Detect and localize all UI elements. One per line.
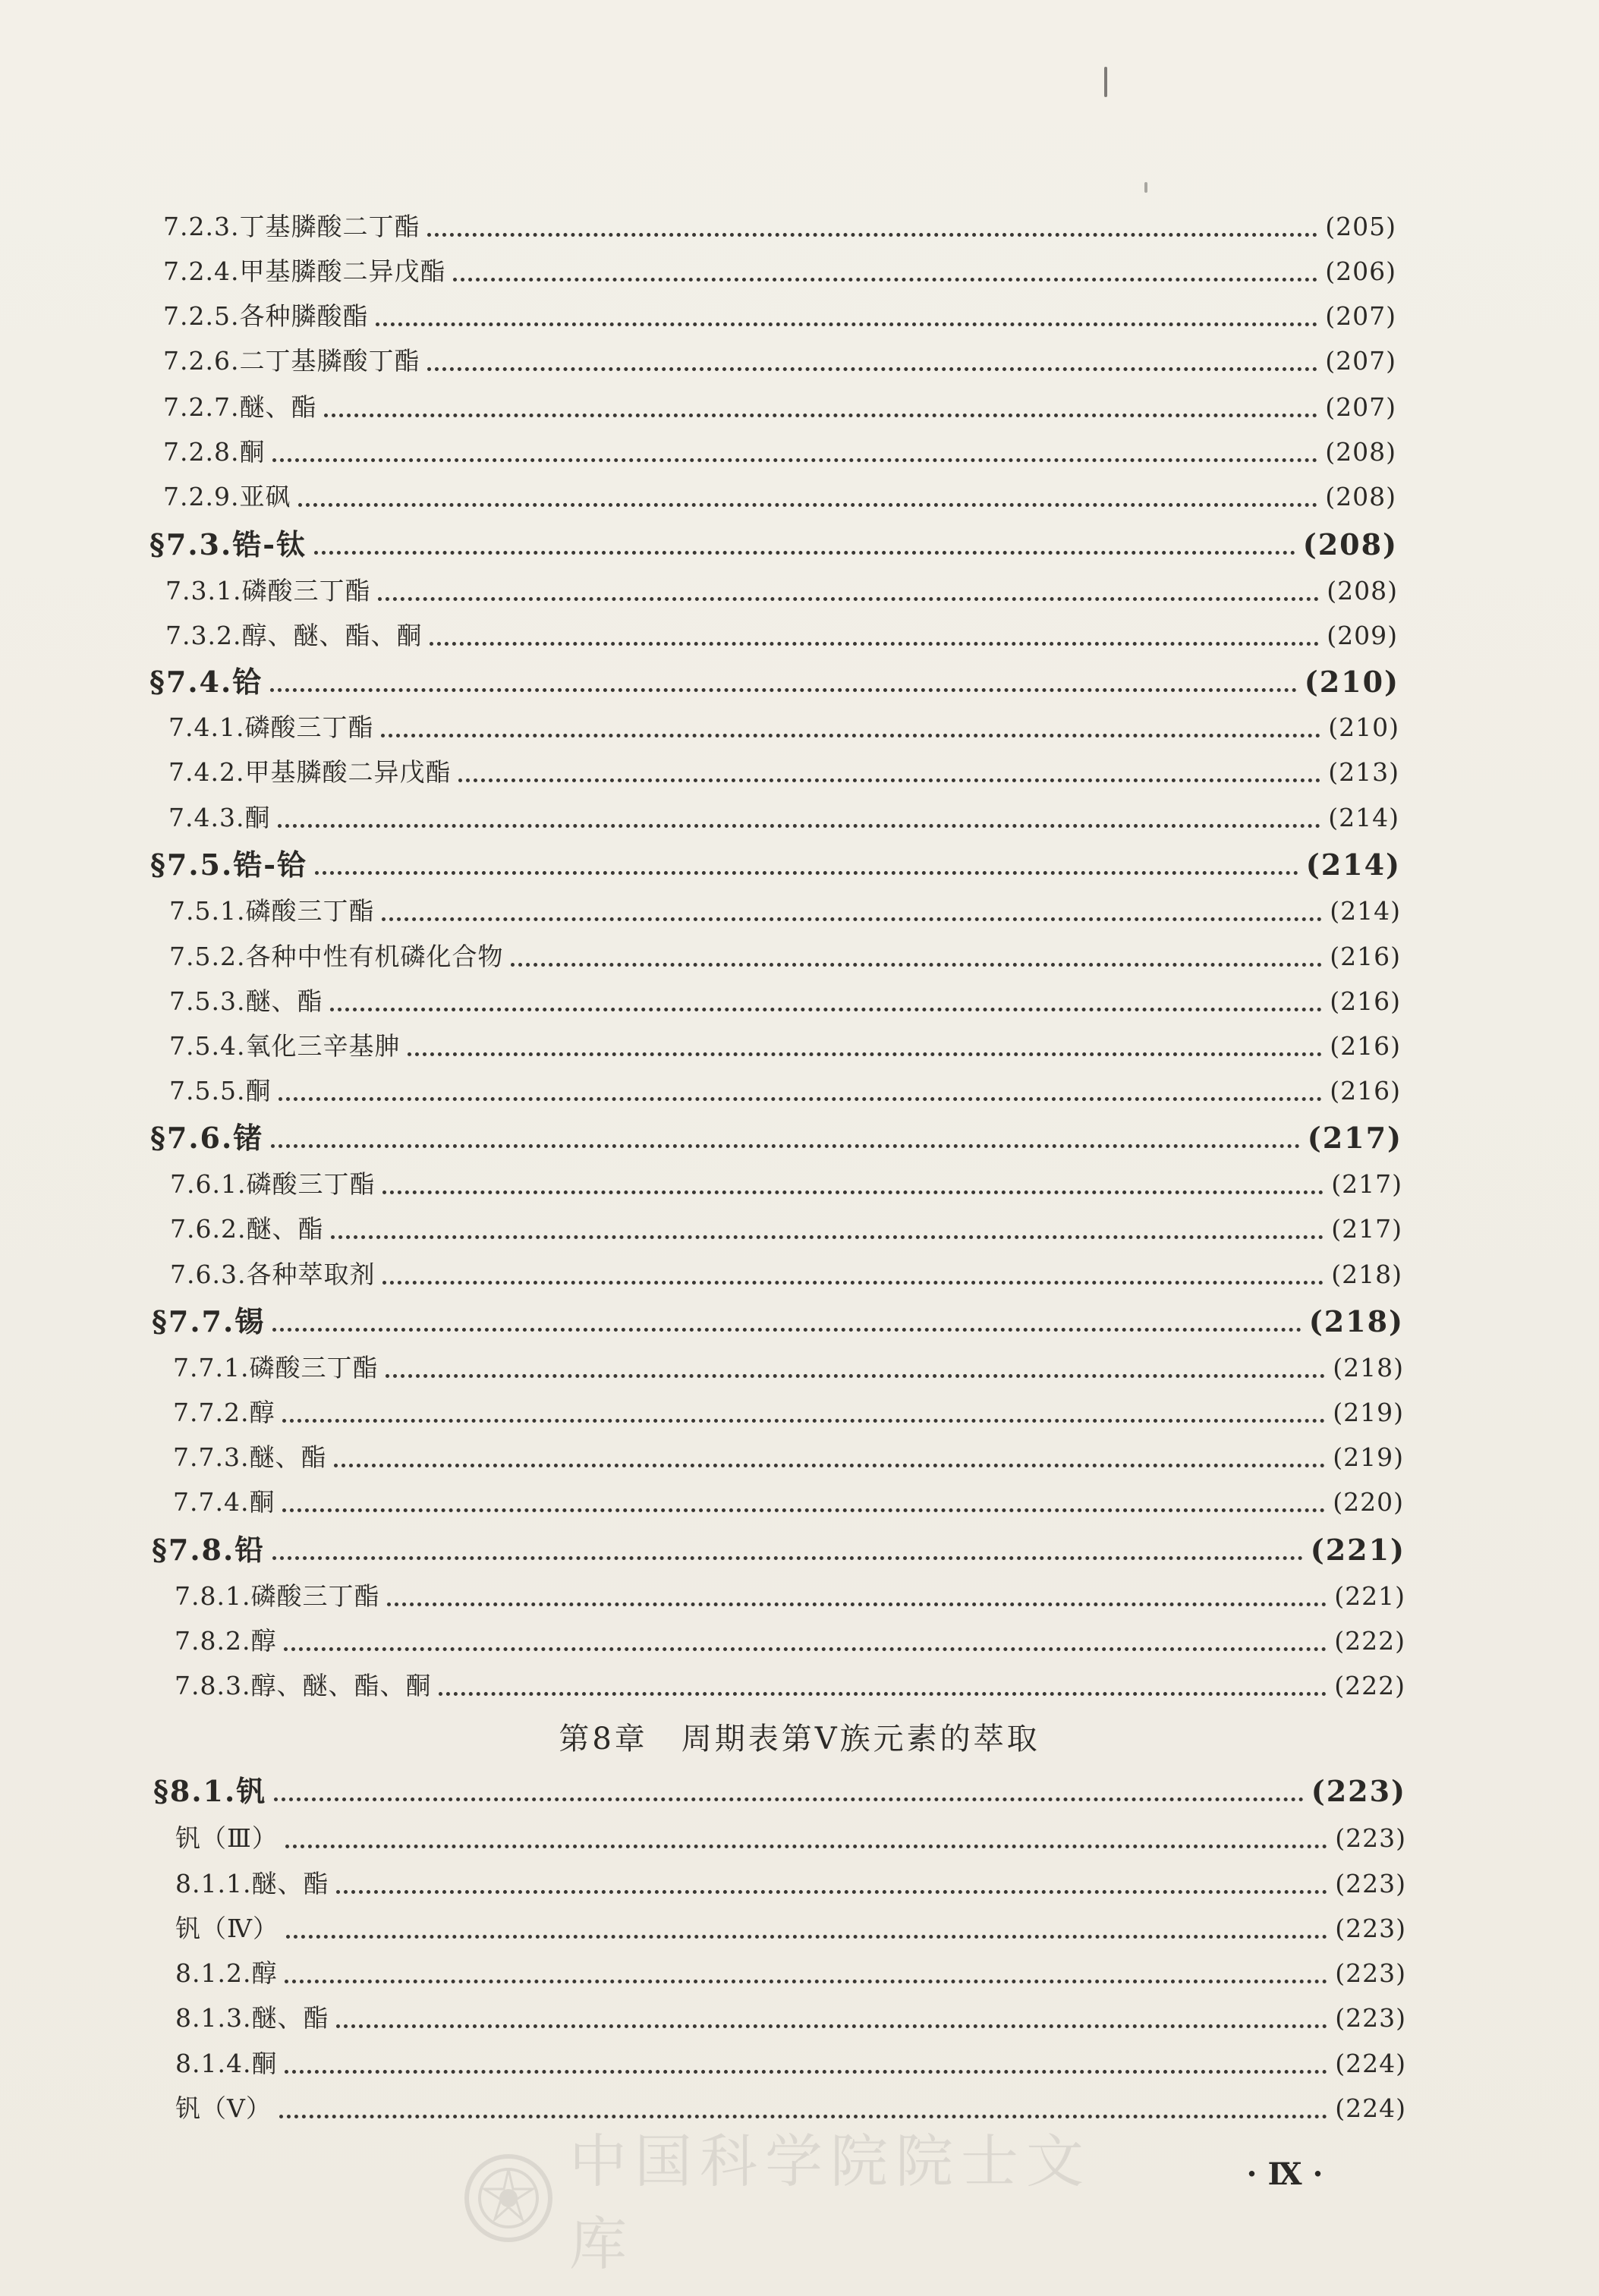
toc-entry: [163, 207, 1396, 247]
entry-page: (217): [1331, 1169, 1402, 1199]
scan-mark: [1144, 182, 1147, 193]
entry-page: (223): [1335, 1823, 1406, 1853]
toc-entry: [163, 432, 1396, 472]
dot-leader: [453, 278, 1317, 281]
entry-label: 7.2.8.酮: [163, 437, 266, 467]
toc-section: [152, 1302, 1404, 1341]
section-page: (214): [1305, 848, 1401, 882]
entry-page: (209): [1327, 621, 1398, 650]
entry-page: (224): [1335, 2049, 1406, 2078]
dot-leader: [270, 688, 1297, 692]
dot-leader: [382, 1190, 1324, 1194]
section-label: §7.7.锡: [152, 1304, 266, 1338]
entry-page: (218): [1331, 1260, 1402, 1289]
toc-entry: [175, 1819, 1406, 1858]
toc-entry: [170, 1255, 1402, 1294]
section-label: §7.4.铪: [150, 665, 263, 699]
toc-section: [150, 845, 1401, 885]
entry-page: (218): [1333, 1353, 1404, 1382]
toc-entry: [165, 571, 1398, 611]
dot-leader: [284, 1647, 1327, 1651]
entry-page: (213): [1328, 757, 1399, 787]
entry-label: 7.2.5.各种膦酸酯: [163, 301, 369, 331]
dot-leader: [271, 1144, 1300, 1148]
toc-entry: [163, 341, 1396, 381]
entry-label: 钒（Ⅲ）: [175, 1823, 278, 1853]
entry-label: 7.2.4.甲基膦酸二异戊酯: [163, 256, 446, 286]
dot-leader: [279, 1097, 1322, 1101]
entry-label: 钒（Ⅳ）: [175, 1914, 279, 1943]
entry-label: 7.5.2.各种中性有机磷化合物: [169, 942, 504, 971]
toc-entry: [170, 1209, 1402, 1249]
dot-leader: [408, 1052, 1322, 1056]
toc-entry: [163, 297, 1396, 336]
section-page: (210): [1304, 665, 1399, 699]
entry-label: 7.5.3.醚、酯: [169, 986, 323, 1016]
toc-section: [150, 1118, 1402, 1158]
toc-section: [150, 525, 1398, 565]
entry-label: 7.5.1.磷酸三丁酯: [169, 896, 375, 926]
entry-label: 7.2.9.亚砜: [163, 482, 291, 511]
entry-page: (223): [1335, 1914, 1406, 1943]
dot-leader: [298, 503, 1317, 507]
toc-entry: [169, 937, 1401, 977]
entry-label: 7.2.6.二丁基膦酸丁酯: [163, 346, 420, 376]
dot-leader: [274, 1797, 1304, 1801]
entry-page: (216): [1330, 1031, 1401, 1061]
dot-leader: [278, 824, 1320, 828]
toc-entry: [175, 1666, 1405, 1706]
entry-label: 7.8.1.磷酸三丁酯: [175, 1581, 380, 1611]
toc-entry: [165, 616, 1398, 656]
entry-label: 7.8.2.醇: [175, 1626, 277, 1656]
dot-leader: [285, 1845, 1327, 1848]
toc-entry: [163, 252, 1396, 291]
dot-leader: [282, 1508, 1325, 1512]
entry-label: 7.6.3.各种萃取剂: [170, 1260, 376, 1289]
toc-entry: [175, 2044, 1406, 2084]
dot-leader: [315, 871, 1298, 875]
entry-page: (222): [1334, 1626, 1405, 1656]
toc-entry: [173, 1348, 1404, 1388]
entry-label: 8.1.1.醚、酯: [175, 1869, 329, 1898]
entry-page: (216): [1330, 986, 1401, 1016]
dot-leader: [286, 1935, 1327, 1939]
entry-label: 钒（Ⅴ）: [175, 2093, 272, 2123]
dot-leader: [336, 2024, 1327, 2028]
entry-page: (223): [1335, 2003, 1406, 2033]
dot-leader: [386, 1374, 1325, 1378]
entry-label: 8.1.4.酮: [175, 2049, 278, 2078]
entry-page: (219): [1333, 1442, 1404, 1472]
entry-label: 7.6.1.磷酸三丁酯: [170, 1169, 376, 1199]
toc-entry: [175, 1621, 1405, 1661]
section-label: §8.1.钒: [153, 1774, 267, 1808]
dot-leader: [439, 1692, 1327, 1696]
entry-label: 7.7.4.酮: [173, 1487, 275, 1517]
toc-entry: [168, 708, 1399, 747]
dot-leader: [382, 1281, 1324, 1285]
toc-entry: [163, 388, 1396, 427]
entry-page: (214): [1330, 896, 1401, 926]
entry-label: 7.7.2.醇: [173, 1398, 275, 1427]
toc-entry: [175, 1954, 1406, 1993]
entry-page: (223): [1335, 1958, 1406, 1988]
toc-entry: [168, 798, 1399, 838]
toc-entry: [173, 1393, 1404, 1433]
toc-entry: [170, 1165, 1402, 1204]
dot-leader: [314, 551, 1295, 555]
entry-label: 7.2.7.醚、酯: [163, 392, 317, 422]
section-page: (223): [1311, 1774, 1406, 1808]
entry-page: (224): [1335, 2093, 1406, 2123]
entry-label: 7.2.3.丁基膦酸二丁酯: [163, 212, 420, 241]
entry-page: (223): [1335, 1869, 1406, 1898]
dot-leader: [336, 1890, 1327, 1894]
toc-entry: [163, 477, 1396, 517]
dot-leader: [378, 597, 1319, 601]
entry-page: (217): [1331, 1214, 1402, 1244]
entry-label: 8.1.2.醇: [175, 1958, 278, 1988]
entry-page: (207): [1325, 392, 1396, 422]
toc-entry: [175, 1909, 1406, 1948]
dot-leader: [331, 1235, 1324, 1239]
dot-leader: [387, 1602, 1327, 1606]
entry-label: 7.5.5.酮: [169, 1076, 272, 1106]
section-label: §7.8.铅: [152, 1533, 266, 1567]
entry-page: (221): [1334, 1581, 1405, 1611]
entry-page: (219): [1333, 1398, 1404, 1427]
entry-label: 7.7.3.醚、酯: [173, 1442, 327, 1472]
toc-entry: [168, 753, 1399, 792]
dot-leader: [511, 963, 1322, 967]
entry-page: (205): [1325, 212, 1396, 241]
dot-leader: [324, 414, 1317, 417]
entry-page: (210): [1328, 712, 1399, 742]
dot-leader: [272, 1556, 1303, 1560]
toc-entry: [169, 1027, 1401, 1066]
cas-seal-icon: [463, 2153, 554, 2244]
section-page: (221): [1310, 1533, 1405, 1567]
section-page: (208): [1302, 527, 1398, 561]
dot-leader: [427, 367, 1317, 371]
toc-entry: [169, 892, 1401, 931]
entry-page: (207): [1325, 301, 1396, 331]
dot-leader: [430, 642, 1319, 646]
dot-leader: [285, 1980, 1327, 1983]
entry-label: 7.4.2.甲基膦酸二异戊酯: [168, 757, 452, 787]
section-page: (217): [1307, 1121, 1402, 1155]
scan-mark: [1104, 67, 1107, 97]
entry-label: 7.3.2.醇、醚、酯、酮: [165, 621, 423, 650]
entry-page: (216): [1330, 942, 1401, 971]
entry-page: (208): [1325, 482, 1396, 511]
toc-entry: [175, 1999, 1406, 2038]
dot-leader: [376, 322, 1317, 326]
chapter-heading: 第8章 周期表第Ⅴ族元素的萃取: [559, 1722, 1040, 1757]
entry-page: (214): [1328, 803, 1399, 832]
entry-page: (222): [1334, 1671, 1405, 1700]
toc-entry: [175, 1864, 1406, 1904]
dot-leader: [334, 1464, 1325, 1467]
toc-entry: [169, 1071, 1401, 1111]
entry-label: 7.8.3.醇、醚、酯、酮: [175, 1671, 432, 1700]
dot-leader: [458, 778, 1320, 782]
toc-entry: [169, 982, 1401, 1021]
entry-page: (208): [1327, 576, 1398, 605]
entry-label: 7.4.3.酮: [168, 803, 271, 832]
dot-leader: [382, 917, 1322, 921]
dot-leader: [272, 458, 1317, 462]
entry-label: 7.5.4.氧化三辛基胂: [169, 1031, 401, 1061]
toc-entry: [173, 1438, 1404, 1477]
entry-label: 7.3.1.磷酸三丁酯: [165, 576, 371, 605]
section-label: §7.5.锆-铪: [150, 848, 307, 882]
dot-leader: [427, 233, 1317, 237]
entry-label: 7.4.1.磷酸三丁酯: [168, 712, 374, 742]
toc-section: [152, 1530, 1405, 1570]
dot-leader: [381, 734, 1320, 738]
entry-page: (208): [1325, 437, 1396, 467]
dot-leader: [330, 1008, 1322, 1011]
toc-entry: [173, 1483, 1404, 1522]
page-number: ·Ⅸ·: [1246, 2156, 1334, 2192]
dot-leader: [285, 2070, 1327, 2074]
entry-page: (207): [1325, 346, 1396, 376]
toc-section: [150, 662, 1399, 702]
entry-page: (216): [1330, 1076, 1401, 1106]
entry-label: 7.7.1.磷酸三丁酯: [173, 1353, 379, 1382]
dot-leader: [272, 1328, 1302, 1332]
section-page: (218): [1308, 1304, 1404, 1338]
dot-leader: [282, 1419, 1325, 1423]
section-label: §7.3.锆-钛: [150, 527, 307, 561]
toc-section: [153, 1772, 1406, 1811]
watermark-text: 中国科学院院士文库: [569, 2128, 1091, 2278]
toc-entry: [175, 1577, 1405, 1616]
section-label: §7.6.锗: [150, 1121, 264, 1155]
entry-label: 7.6.2.醚、酯: [170, 1214, 324, 1244]
watermark: [463, 2128, 1146, 2278]
entry-label: 8.1.3.醚、酯: [175, 2003, 329, 2033]
entry-page: (220): [1333, 1487, 1404, 1517]
entry-page: (206): [1325, 256, 1396, 286]
